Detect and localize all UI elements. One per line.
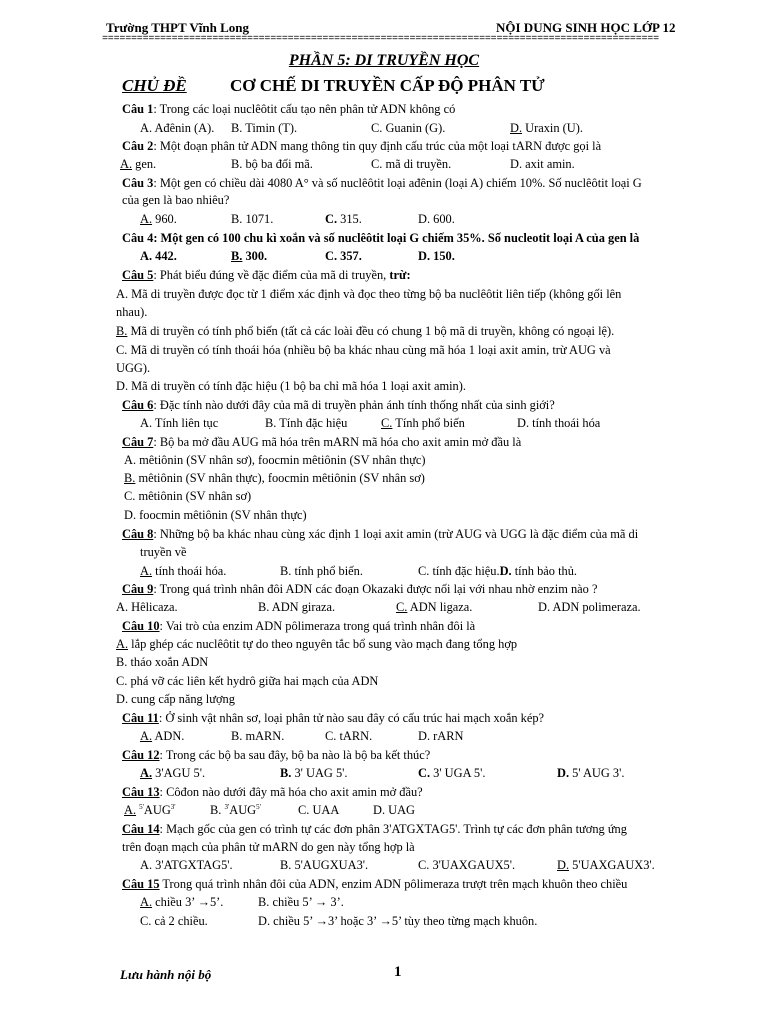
option-b: B. Timin (T). — [231, 121, 298, 135]
option-text: Tính phổ biến — [392, 416, 465, 430]
answer-key: B. — [124, 471, 136, 485]
option-d-key: D. — [499, 564, 512, 578]
question-label: Câu 15 — [122, 877, 160, 891]
option-c: C. cả 2 chiều. — [140, 914, 208, 928]
option-b — [231, 249, 267, 264]
question-label: Câu 13 — [122, 785, 160, 799]
option-text: 960. — [152, 212, 177, 226]
subject-title: NỘI DUNG SINH HỌC LỚP 12 — [496, 20, 676, 35]
option-text: 3' UGA 5'. — [430, 766, 486, 780]
question-text: : Vai trò của enzim ADN pôlimeraza trong quá trình nhân đôi là — [159, 619, 476, 633]
question-text: : Những bộ ba khác nhau cùng xác định 1 loại axit amin (trừ AUG và UGG là đặc điểm của mã di — [153, 527, 639, 541]
footer-note: Lưu hành nội bộ — [120, 967, 212, 982]
option-c: C. 357. — [325, 249, 362, 263]
option-d: D. cung cấp năng lượng — [116, 692, 235, 706]
question-text: : Mạch gốc của gen có trình tự các đơn phân 3'ATGXTAG5'. Trình tự các đơn phân tương ứng — [159, 822, 627, 836]
option-text: C. tính đặc hiệu. — [418, 564, 500, 578]
question-label: Câu 1 — [122, 102, 154, 116]
question-text: : Ở sinh vật nhân sơ, loại phân tử nào sau đây có cấu trúc hai mạch xoắn kép? — [158, 711, 545, 725]
option-c — [381, 416, 465, 431]
option-c — [396, 600, 472, 615]
option-text: AUG — [229, 803, 257, 818]
option-d: D. chiều 5’ →3’ hoặc 3’ →5’ tùy theo từng mạch khuôn. — [258, 914, 538, 928]
question-text-bold: trừ: — [386, 268, 411, 282]
option-b — [124, 471, 425, 486]
answer-key: D. — [510, 121, 523, 135]
option-a — [140, 766, 205, 781]
answer-key: A. — [124, 803, 137, 818]
option-text: 300. — [242, 249, 268, 263]
option-c: C. phá vỡ các liên kết hydrô giữa hai mạch của ADN — [116, 674, 379, 688]
answer-key: C. — [381, 416, 393, 430]
answer-key: C. — [325, 212, 338, 226]
option-a: A. mêtiônin (SV nhân sơ), foocmin mêtiônin (SV nhân thực) — [124, 453, 426, 467]
question-7 — [122, 435, 521, 450]
question-text: : Trong các bộ ba sau đây, bộ ba nào là bộ ba kết thúc? — [159, 748, 431, 762]
option-key: C. — [418, 766, 431, 780]
option-a — [140, 729, 184, 744]
answer-key: C. — [396, 600, 408, 614]
question-13 — [122, 785, 423, 800]
question-14 — [122, 822, 627, 837]
answer-key: A. — [140, 564, 153, 578]
option-text: 3' UAG 5'. — [291, 766, 348, 780]
answer-key: A. — [116, 637, 129, 651]
question-label: Câu 4 — [122, 231, 154, 245]
option-d: D. tính thoái hóa — [517, 416, 601, 430]
topic-label: CHỦ ĐỀ — [122, 76, 187, 95]
option-text: lắp ghép các nuclêôtit tự do theo nguyên tắc bổ sung vào mạch đang tổng hợp — [128, 637, 518, 651]
option-d — [557, 858, 655, 873]
option-a: A. Ađênin (A). — [140, 121, 215, 135]
option-c: C. 3'UAXGAUX5'. — [418, 858, 516, 872]
option-b: B. tính phổ biến. — [280, 564, 363, 578]
option-b — [116, 324, 614, 339]
option-text: 3'AGU 5'. — [152, 766, 206, 780]
option-d: D. foocmin mêtiônin (SV nhân thực) — [124, 508, 307, 522]
header-rule: ================================================================================================ — [102, 34, 659, 45]
option-a: A. 442. — [140, 249, 177, 263]
option-key: D. — [557, 766, 570, 780]
option-text: ADN. — [152, 729, 185, 743]
option-b — [280, 766, 347, 781]
question-label: Câu 14 — [122, 822, 160, 836]
three-prime: 3' — [224, 803, 230, 811]
option-a: A. Hêlicaza. — [116, 600, 178, 614]
answer-key: D. — [557, 858, 570, 872]
five-prime: 5' — [139, 803, 144, 811]
question-11 — [122, 711, 544, 726]
option-b: B. chiều 5’ → 3’. — [258, 895, 344, 909]
option-text: 5'UAXGAUX3'. — [569, 858, 655, 872]
question-text: : Côđon nào dưới đây mã hóa cho axit amin mở đầu? — [159, 785, 423, 799]
answer-key: A. — [140, 212, 153, 226]
five-prime: 5' — [256, 803, 261, 811]
option-b — [210, 803, 261, 818]
option-b: B. 5'AUGXUA3'. — [280, 858, 369, 872]
question-8 — [122, 527, 638, 542]
option-c — [325, 212, 362, 227]
option-c — [418, 766, 485, 781]
question-2 — [122, 139, 601, 154]
option-text: ADN ligaza. — [407, 600, 473, 614]
option-a-cont: nhau). — [116, 305, 148, 319]
option-c: C. UAA — [298, 803, 340, 817]
option-b: B. ADN giraza. — [258, 600, 336, 614]
answer-key: A. — [140, 729, 153, 743]
option-b: B. 1071. — [231, 212, 274, 226]
question-text: : Trong các loại nuclêôtit cấu tạo nên phân tử ADN không có — [153, 102, 456, 116]
question-label: Câu 7 — [122, 435, 154, 449]
question-15 — [122, 877, 627, 892]
question-text: : Một gen có chiều dài 4080 A° và số nuclêôtit loại ađênin (loại A) chiếm 10%. Số nuclêôtit loại G — [153, 176, 642, 190]
option-d: D. 150. — [418, 249, 455, 263]
option-text: 5' AUG 3'. — [569, 766, 625, 780]
option-b: B. bộ ba đối mã. — [231, 157, 313, 171]
option-c — [418, 564, 577, 579]
question-4 — [122, 231, 639, 246]
option-d: D. rARN — [418, 729, 464, 743]
three-prime: 3' — [170, 803, 176, 811]
option-a — [124, 803, 176, 818]
option-b: B. Tính đặc hiệu — [265, 416, 348, 430]
option-c: C. mã di truyền. — [371, 157, 452, 171]
option-text: AUG — [143, 803, 171, 818]
option-key: B. — [210, 803, 222, 818]
option-a: A. Tính liên tục — [140, 416, 219, 430]
question-label: Câu 11 — [122, 711, 159, 725]
option-c: C. Guanin (G). — [371, 121, 446, 135]
option-d: D. ADN polimeraza. — [538, 600, 641, 614]
answer-key: B. — [231, 249, 243, 263]
question-label: Câu 3 — [122, 176, 154, 190]
option-a — [116, 637, 517, 652]
option-a — [140, 895, 223, 910]
option-a: A. Mã di truyền được đọc từ 1 điểm xác định và đọc theo từng bộ ba nuclêôtit liên tiếp (không gối lên — [116, 287, 622, 301]
question-text: : Trong quá trình nhân đôi ADN các đoạn Okazaki được nối lại với nhau nhờ enzim nào ? — [153, 582, 598, 596]
question-9 — [122, 582, 597, 597]
question-text: Trong quá trình nhân đôi của ADN, enzim ADN pôlimeraza trượt trên mạch khuôn theo chiều — [159, 877, 628, 891]
option-a: A. 3'ATGXTAG5'. — [140, 858, 233, 872]
question-label: Câu 12 — [122, 748, 160, 762]
question-text: : Đặc tính nào dưới đây của mã di truyền phản ánh tính thống nhất của sinh giới? — [153, 398, 555, 412]
option-d: D. Mã di truyền có tính đặc hiệu (1 bộ ba chỉ mã hóa 1 loại axit amin). — [116, 379, 466, 393]
question-text: : Một gen có 100 chu kì xoắn và số nuclêôtit loại G chiếm 35%. Số nucleotit loại A của gen là — [153, 231, 640, 245]
question-12 — [122, 748, 430, 763]
answer-key: A. — [140, 895, 153, 909]
question-text: : Bộ ba mở đầu AUG mã hóa trên mARN mã hóa cho axit amin mở đầu là — [153, 435, 522, 449]
option-text: Uraxin (U). — [522, 121, 583, 135]
option-d: D. UAG — [373, 803, 415, 817]
question-label: Câu 9 — [122, 582, 154, 596]
question-10 — [122, 619, 475, 634]
question-3-cont: của gen là bao nhiêu? — [122, 193, 230, 207]
option-d — [557, 766, 624, 781]
option-d — [510, 121, 583, 136]
option-a — [120, 157, 156, 172]
question-text: : Phát biểu đúng về đặc điểm của mã di truyền, — [153, 268, 387, 282]
question-8-cont: truyền về — [140, 545, 187, 559]
option-text: mêtiônin (SV nhân thực), foocmin mêtiônin (SV nhân sơ) — [135, 471, 425, 485]
option-d: D. 600. — [418, 212, 455, 226]
option-b: B. mARN. — [231, 729, 285, 743]
option-a — [140, 212, 177, 227]
question-3 — [122, 176, 642, 191]
page-number: 1 — [394, 964, 402, 980]
question-5 — [122, 268, 411, 283]
option-c: C. tARN. — [325, 729, 373, 743]
question-label: Câu 10 — [122, 619, 160, 633]
option-key: B. — [280, 766, 292, 780]
answer-key: A. — [120, 157, 133, 171]
option-c: C. mêtiônin (SV nhân sơ) — [124, 489, 252, 503]
question-label: Câu 6 — [122, 398, 154, 412]
option-b: B. tháo xoắn ADN — [116, 655, 209, 669]
option-d: D. axit amin. — [510, 157, 575, 171]
question-text: : Một đoạn phân tử ADN mang thông tin quy định cấu trúc của một loại tARN được gọi là — [153, 139, 602, 153]
question-label: Câu 2 — [122, 139, 154, 153]
part-title: PHẦN 5: DI TRUYỀN HỌC — [288, 52, 480, 69]
option-text: Mã di truyền có tính phổ biến (tất cả các loài đều có chung 1 bộ mã di truyền, không có ngoại lệ). — [127, 324, 615, 338]
option-a — [140, 564, 226, 579]
option-text: tính thoái hóa. — [152, 564, 227, 578]
option-text: chiều 3’ →5’. — [152, 895, 224, 909]
answer-key: B. — [116, 324, 128, 338]
option-text: gen. — [132, 157, 157, 171]
question-label: Câu 5 — [122, 268, 154, 282]
question-14-cont: trên đoạn mạch của phân tử mARN do gen này tổng hợp là — [122, 840, 415, 854]
question-6 — [122, 398, 555, 413]
option-d-text: tính bảo thủ. — [511, 564, 577, 578]
topic-title: CƠ CHẾ DI TRUYỀN CẤP ĐỘ PHÂN TỬ — [230, 76, 545, 95]
option-c-cont: UGG). — [116, 361, 151, 375]
option-text: 315. — [337, 212, 362, 226]
school-name: Trường THPT Vĩnh Long — [106, 20, 250, 35]
question-1 — [122, 102, 455, 117]
question-label: Câu 8 — [122, 527, 154, 541]
answer-key: A. — [140, 766, 153, 780]
option-c: C. Mã di truyền có tính thoái hóa (nhiều bộ ba khác nhau cùng mã hóa 1 loại axit amin, trừ AUG và — [116, 343, 611, 357]
